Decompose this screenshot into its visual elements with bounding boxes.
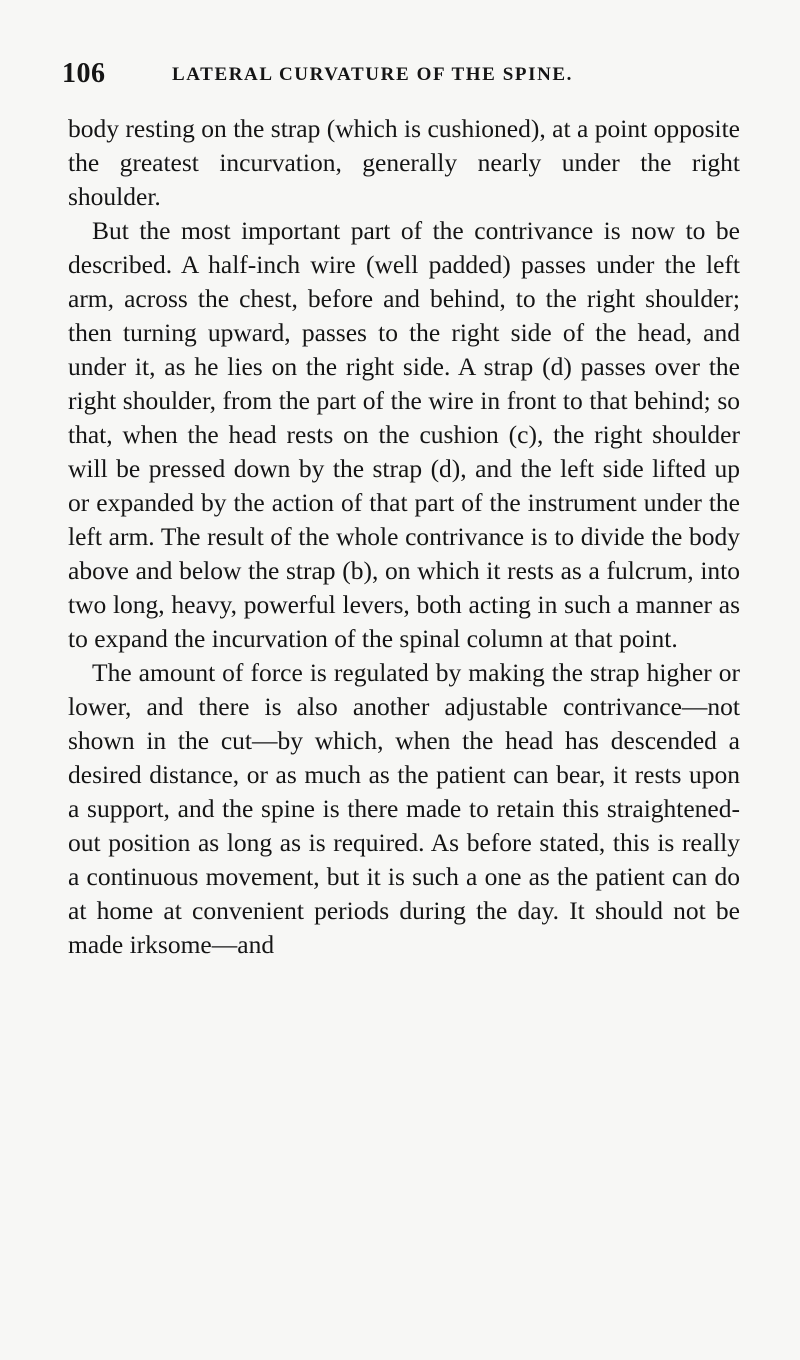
running-title: LATERAL CURVATURE OF THE SPINE. [172, 64, 574, 85]
body-text [68, 112, 740, 962]
paragraph-contrivance-description: But the most important part of the contrivance is now to be described. A half-inch wire (well padded) passes under the left arm, across the chest, before and behind, to the right shoulder; then turning upward, passes to the right side of the head, and under it, as he lies on the right side. A strap (d) passes over the right shoulder, from the part of the wire in front to that behind; so that, when the head rests on the cushion (c), the right shoulder will be pressed down by the strap (d), and the left side lifted up or expanded by the action of that part of the instrument under the left arm. The result of the whole contrivance is to divide the body above and below the strap (b), on which it rests as a fulcrum, into two long, heavy, powerful levers, both acting in such a manner as to expand the incurvation of the spinal column at that point. [68, 216, 740, 653]
running-head [62, 58, 742, 94]
paragraph-force-regulation: The amount of force is regulated by making the strap higher or lower, and there is also another adjustable contrivance—not shown in the cut—by which, when the head has descended a desired distance, or as much as the patient can bear, it rests upon a support, and the spine is there made to retain this straightened-out position as long as is required. As before stated, this is really a continuous movement, but it is such a one as the patient can do at home at convenient periods during the day. It should not be made irksome—and [68, 658, 740, 959]
page-number: 106 [62, 58, 106, 89]
paragraph-continued: body resting on the strap (which is cushioned), at a point opposite the greatest incurvation, generally nearly under the right shoulder. [68, 114, 740, 211]
